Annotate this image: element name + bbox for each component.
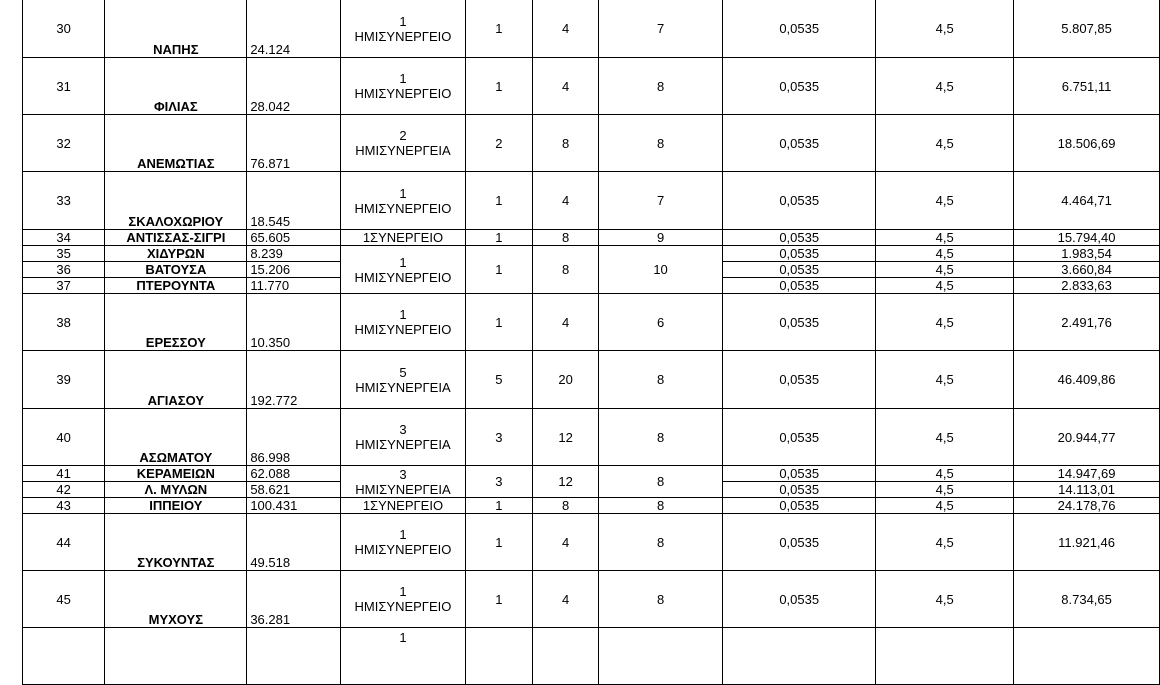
teams: 1 (465, 514, 533, 571)
days: 8 (598, 409, 722, 466)
rate: 0,0535 (723, 0, 876, 58)
area-name: ΜΥΧΟΥΣ (105, 571, 247, 628)
crew-type (341, 466, 465, 498)
factor: 4,5 (876, 351, 1014, 409)
factor: 4,5 (876, 230, 1014, 246)
population: 192.772 (247, 351, 341, 409)
days: 6 (598, 294, 722, 351)
table-row (23, 0, 1160, 58)
teams (465, 628, 533, 685)
days: 10 (598, 246, 722, 294)
factor: 4,5 (876, 498, 1014, 514)
population: 36.281 (247, 571, 341, 628)
crew-count: 5 (399, 364, 407, 380)
teams: 1 (465, 58, 533, 115)
people: 8 (533, 498, 599, 514)
amount: 11.921,46 (1014, 514, 1160, 571)
amount: 2.833,63 (1014, 278, 1160, 294)
population: 18.545 (247, 172, 341, 230)
table-row (23, 466, 1160, 482)
rate: 0,0535 (723, 58, 876, 115)
crew-label: ΗΜΙΣΥΝΕΡΓΕΙΑ (355, 379, 451, 395)
table-row (23, 409, 1160, 466)
rate: 0,0535 (723, 498, 876, 514)
crew-count: 3 (399, 422, 407, 437)
population (247, 628, 341, 685)
amount: 2.491,76 (1014, 294, 1160, 351)
factor: 4,5 (876, 0, 1014, 58)
people: 8 (533, 230, 599, 246)
table-row (23, 246, 1160, 262)
amount: 4.464,71 (1014, 172, 1160, 230)
rate: 0,0535 (723, 409, 876, 466)
area-name: Λ. ΜΥΛΩΝ (105, 482, 247, 498)
area-name: ΚΕΡΑΜΕΙΩΝ (105, 466, 247, 482)
teams: 1 (465, 294, 533, 351)
factor: 4,5 (876, 294, 1014, 351)
crew-type (341, 172, 465, 230)
crew-type (341, 246, 465, 294)
crew-label: ΗΜΙΣΥΝΕΡΓΕΙΟ (354, 28, 452, 44)
crew-count: 1 (399, 630, 407, 645)
factor: 4,5 (876, 482, 1014, 498)
teams: 3 (465, 409, 533, 466)
amount: 20.944,77 (1014, 409, 1160, 466)
area-name: ΣΥΚΟΥΝΤΑΣ (105, 514, 247, 571)
days (598, 628, 722, 685)
crew-type (341, 115, 465, 172)
amount: 3.660,84 (1014, 262, 1160, 278)
factor: 4,5 (876, 571, 1014, 628)
amount: 18.506,69 (1014, 115, 1160, 172)
table-row (23, 115, 1160, 172)
crew-label: ΗΜΙΣΥΝΕΡΓΕΙΟ (354, 86, 452, 101)
rate: 0,0535 (723, 482, 876, 498)
teams: 1 (465, 246, 533, 294)
people: 4 (533, 0, 599, 58)
days: 8 (598, 514, 722, 571)
amount: 46.409,86 (1014, 351, 1160, 409)
row-number: 40 (23, 409, 105, 466)
crew-count: 1 (399, 527, 407, 542)
area-name: ΒΑΤΟΥΣΑ (105, 262, 247, 278)
teams: 1 (465, 0, 533, 58)
population: 8.239 (247, 246, 341, 262)
rate: 0,0535 (723, 172, 876, 230)
amount: 24.178,76 (1014, 498, 1160, 514)
row-number: 44 (23, 514, 105, 571)
crew-count: 3 (399, 466, 407, 482)
area-name: ΑΝΤΙΣΣΑΣ-ΣΙΓΡΙ (105, 230, 247, 246)
population: 86.998 (247, 409, 341, 466)
factor: 4,5 (876, 278, 1014, 294)
table-row (23, 351, 1160, 409)
area-name: ΠΤΕΡΟΥΝΤΑ (105, 278, 247, 294)
row-number: 39 (23, 351, 105, 409)
row-number: 37 (23, 278, 105, 294)
amount: 8.734,65 (1014, 571, 1160, 628)
rate: 0,0535 (723, 351, 876, 409)
population: 100.431 (247, 498, 341, 514)
people: 12 (533, 466, 599, 498)
area-name: ΧΙΔΥΡΩΝ (105, 246, 247, 262)
amount: 5.807,85 (1014, 0, 1160, 58)
row-number: 45 (23, 571, 105, 628)
row-number: 34 (23, 230, 105, 246)
row-number: 30 (23, 0, 105, 58)
crew-label: ΗΜΙΣΥΝΕΡΓΕΙΟ (354, 200, 452, 216)
crew-type (341, 58, 465, 115)
table-row (23, 498, 1160, 514)
teams: 2 (465, 115, 533, 172)
people (533, 628, 599, 685)
area-name: ΑΣΩΜΑΤΟΥ (105, 409, 247, 466)
crew-type (341, 409, 465, 466)
population: 58.621 (247, 482, 341, 498)
population: 15.206 (247, 262, 341, 278)
crew-count: 1 (399, 584, 407, 599)
table-row (23, 58, 1160, 115)
rate: 0,0535 (723, 246, 876, 262)
teams: 1 (465, 230, 533, 246)
rate: 0,0535 (723, 294, 876, 351)
factor: 4,5 (876, 262, 1014, 278)
people: 4 (533, 58, 599, 115)
days: 8 (598, 498, 722, 514)
rate: 0,0535 (723, 571, 876, 628)
population: 65.605 (247, 230, 341, 246)
population: 28.042 (247, 58, 341, 115)
crew-type (341, 351, 465, 409)
amount: 6.751,11 (1014, 58, 1160, 115)
teams: 1 (465, 571, 533, 628)
table-row (23, 514, 1160, 571)
days: 8 (598, 351, 722, 409)
crew-count: 1 (399, 185, 407, 201)
crew-type (341, 628, 465, 685)
crew-type: 1ΣΥΝΕΡΓΕΙΟ (341, 498, 465, 514)
people: 20 (533, 351, 599, 409)
area-name (105, 628, 247, 685)
teams: 1 (465, 498, 533, 514)
row-number: 43 (23, 498, 105, 514)
rate: 0,0535 (723, 230, 876, 246)
crew-label: ΗΜΙΣΥΝΕΡΓΕΙΟ (354, 322, 452, 337)
table-row (23, 172, 1160, 230)
days: 8 (598, 58, 722, 115)
row-number: 38 (23, 294, 105, 351)
area-name: ΕΡΕΣΣΟΥ (105, 294, 247, 351)
area-name: ΙΠΠΕΙΟΥ (105, 498, 247, 514)
row-number: 42 (23, 482, 105, 498)
days: 8 (598, 115, 722, 172)
factor: 4,5 (876, 246, 1014, 262)
crew-count: 2 (399, 128, 407, 143)
teams: 3 (465, 466, 533, 498)
factor: 4,5 (876, 466, 1014, 482)
days: 9 (598, 230, 722, 246)
population: 11.770 (247, 278, 341, 294)
row-number: 35 (23, 246, 105, 262)
people: 4 (533, 514, 599, 571)
area-name: ΑΝΕΜΩΤΙΑΣ (105, 115, 247, 172)
table-row (23, 230, 1160, 246)
population: 24.124 (247, 0, 341, 58)
crew-count: 1 (399, 254, 407, 270)
crew-count: 1 (399, 71, 407, 86)
allocation-table (22, 0, 1160, 685)
factor: 4,5 (876, 514, 1014, 571)
row-number: 33 (23, 172, 105, 230)
population: 49.518 (247, 514, 341, 571)
amount: 1.983,54 (1014, 246, 1160, 262)
population: 76.871 (247, 115, 341, 172)
amount: 14.113,01 (1014, 482, 1160, 498)
factor: 4,5 (876, 115, 1014, 172)
crew-label: ΗΜΙΣΥΝΕΡΓΕΙΑ (355, 481, 451, 497)
rate: 0,0535 (723, 514, 876, 571)
teams: 5 (465, 351, 533, 409)
people: 4 (533, 571, 599, 628)
crew-label: ΗΜΙΣΥΝΕΡΓΕΙΟ (354, 269, 452, 285)
area-name: ΣΚΑΛΟΧΩΡΙΟΥ (105, 172, 247, 230)
crew-count: 1 (399, 13, 407, 29)
row-number: 36 (23, 262, 105, 278)
row-number (23, 628, 105, 685)
table-row (23, 628, 1160, 685)
area-name: ΑΓΙΑΣΟΥ (105, 351, 247, 409)
crew-type (341, 294, 465, 351)
table-row (23, 294, 1160, 351)
rate: 0,0535 (723, 115, 876, 172)
crew-label: ΗΜΙΣΥΝΕΡΓΕΙΟ (354, 599, 452, 614)
crew-label: ΗΜΙΣΥΝΕΡΓΕΙΟ (354, 542, 452, 557)
factor: 4,5 (876, 409, 1014, 466)
table-row (23, 571, 1160, 628)
rate: 0,0535 (723, 262, 876, 278)
crew-type: 1ΣΥΝΕΡΓΕΙΟ (341, 230, 465, 246)
crew-count: 1 (399, 307, 407, 322)
population: 62.088 (247, 466, 341, 482)
days: 7 (598, 0, 722, 58)
amount: 14.947,69 (1014, 466, 1160, 482)
days: 8 (598, 571, 722, 628)
factor (876, 628, 1014, 685)
row-number: 41 (23, 466, 105, 482)
amount (1014, 628, 1160, 685)
row-number: 32 (23, 115, 105, 172)
crew-type (341, 0, 465, 58)
people: 4 (533, 172, 599, 230)
rate: 0,0535 (723, 466, 876, 482)
factor: 4,5 (876, 58, 1014, 115)
crew-label: ΗΜΙΣΥΝΕΡΓΕΙΑ (355, 143, 451, 158)
days: 8 (598, 466, 722, 498)
people: 8 (533, 115, 599, 172)
people: 4 (533, 294, 599, 351)
amount: 15.794,40 (1014, 230, 1160, 246)
factor: 4,5 (876, 172, 1014, 230)
crew-label: ΗΜΙΣΥΝΕΡΓΕΙΑ (355, 437, 451, 452)
area-name: ΦΙΛΙΑΣ (105, 58, 247, 115)
days: 7 (598, 172, 722, 230)
row-number: 31 (23, 58, 105, 115)
crew-type (341, 571, 465, 628)
people: 8 (533, 246, 599, 294)
area-name: ΝΑΠΗΣ (105, 0, 247, 58)
rate (723, 628, 876, 685)
teams: 1 (465, 172, 533, 230)
rate: 0,0535 (723, 278, 876, 294)
population: 10.350 (247, 294, 341, 351)
crew-type (341, 514, 465, 571)
people: 12 (533, 409, 599, 466)
